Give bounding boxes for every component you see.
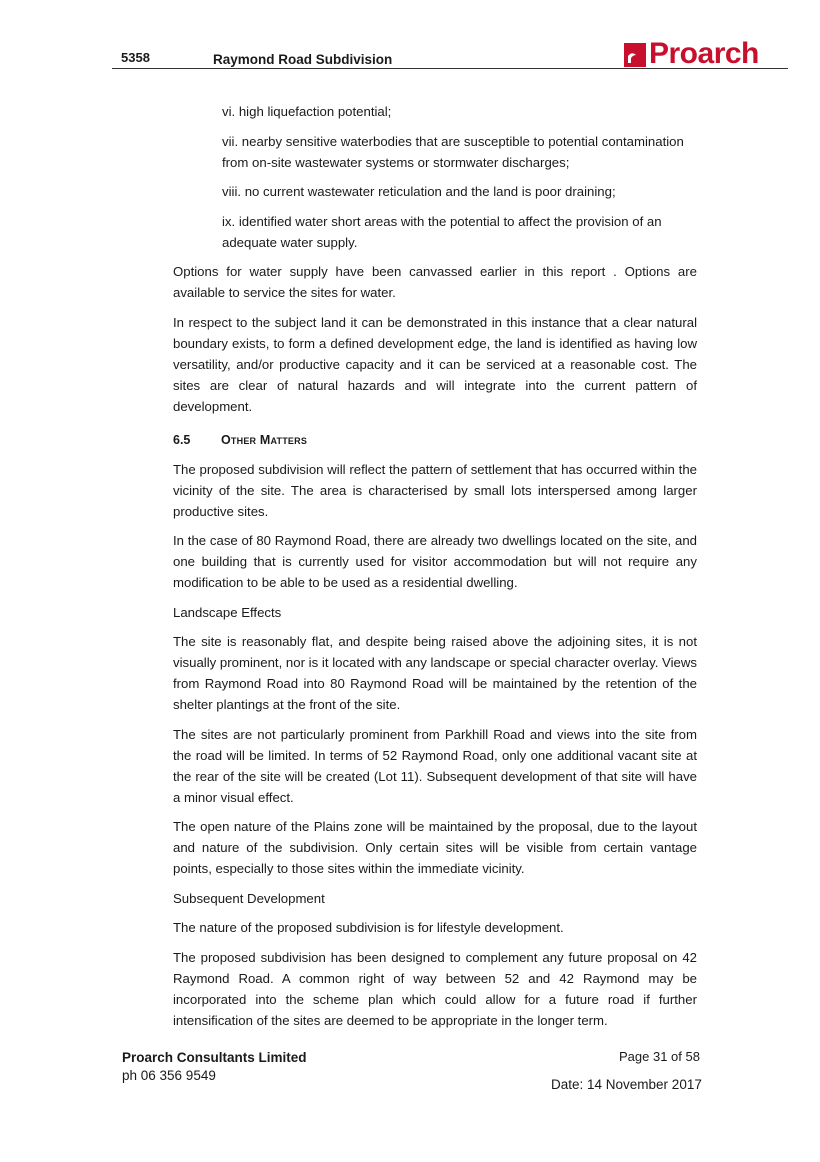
proarch-logo-icon	[624, 43, 646, 67]
section-heading	[173, 430, 697, 451]
paragraph-settlement: The proposed subdivision will reflect the pattern of settlement that has occurred within the vicinity of the site. The area is characterised by small lots interspersed among larger productive sites.	[173, 461, 697, 519]
page-number: Page 31 of 58	[619, 1049, 700, 1064]
subheading-landscape-effects: Landscape Effects	[173, 604, 282, 620]
paragraph-plains-zone: The open nature of the Plains zone will be maintained by the proposal, due to the layout and nature of the subdivision. Only certain sites will be visible from certain vantage points, especially to those sites within the immediate vicinity.	[173, 819, 697, 876]
page-body	[173, 101, 697, 1039]
paragraph-site-flat: The site is reasonably flat, and despite being raised above the adjoining sites, it is not visually prominent, nor is it located with any landscape or special character overlay. Views from Raymond Road into 80 Raymond Road will be maintained by the retention of the shelter plantings at the front of the site.	[173, 634, 697, 712]
paragraph-lifestyle: The nature of the proposed subdivision is for lifestyle development.	[173, 920, 564, 935]
footer-phone: ph 06 356 9549	[122, 1068, 216, 1083]
footer-date: Date: 14 November 2017	[551, 1077, 702, 1092]
section-title: Other Matters	[221, 432, 308, 447]
subheading-subsequent-development: Subsequent Development	[173, 890, 325, 906]
list-item: viii. no current wastewater reticulation and the land is poor draining;	[222, 184, 616, 199]
list-item: ix. identified water short areas with the potential to affect the provision of an adequate water supply.	[222, 213, 662, 250]
proarch-logo	[624, 37, 759, 70]
paragraph-80-raymond: In the case of 80 Raymond Road, there are already two dwellings located on the site, and one building that is currently used for visitor accommodation but will not require any modification to be able to be used as a residential dwelling.	[173, 533, 697, 590]
list-item: vii. nearby sensitive waterbodies that are susceptible to potential contamination from on-site wastewater systems or stormwater discharges;	[222, 133, 684, 170]
header-title: Raymond Road Subdivision	[213, 52, 393, 67]
section-number: 6.5	[173, 432, 191, 447]
footer-company: Proarch Consultants Limited	[122, 1050, 307, 1065]
logo-text: Proarch	[649, 37, 759, 70]
list-item: vi. high liquefaction potential;	[222, 104, 392, 119]
paragraph-water-supply: Options for water supply have been canvassed earlier in this report . Options are available to service the sites for water.	[173, 264, 697, 300]
paragraph-subject-land: In respect to the subject land it can be demonstrated in this instance that a clear natural boundary exists, to form a defined development edge, the land is identified as having low versatility, and/or productive capacity and it can be serviced at a reasonable cost. The sites are clear of natural hazards and will integrate into the current pattern of development.	[173, 314, 697, 414]
document-number: 5358	[121, 50, 150, 65]
footer-company-block	[122, 1049, 307, 1085]
paragraph-42-raymond: The proposed subdivision has been designed to complement any future proposal on 42 Raymond Road. A common right of way between 52 and 42 Raymond may be incorporated into the scheme plan which could allow for a future road if further intensification of the sites are deemed to be appropriate in the longer term.	[173, 949, 697, 1028]
header-divider	[112, 68, 788, 69]
paragraph-parkhill-road: The sites are not particularly prominent from Parkhill Road and views into the site from the road will be limited. In terms of 52 Raymond Road, only one additional vacant site at the rear of the site will be created (Lot 11). Subsequent development of that site will have a minor visual effect.	[173, 726, 697, 805]
